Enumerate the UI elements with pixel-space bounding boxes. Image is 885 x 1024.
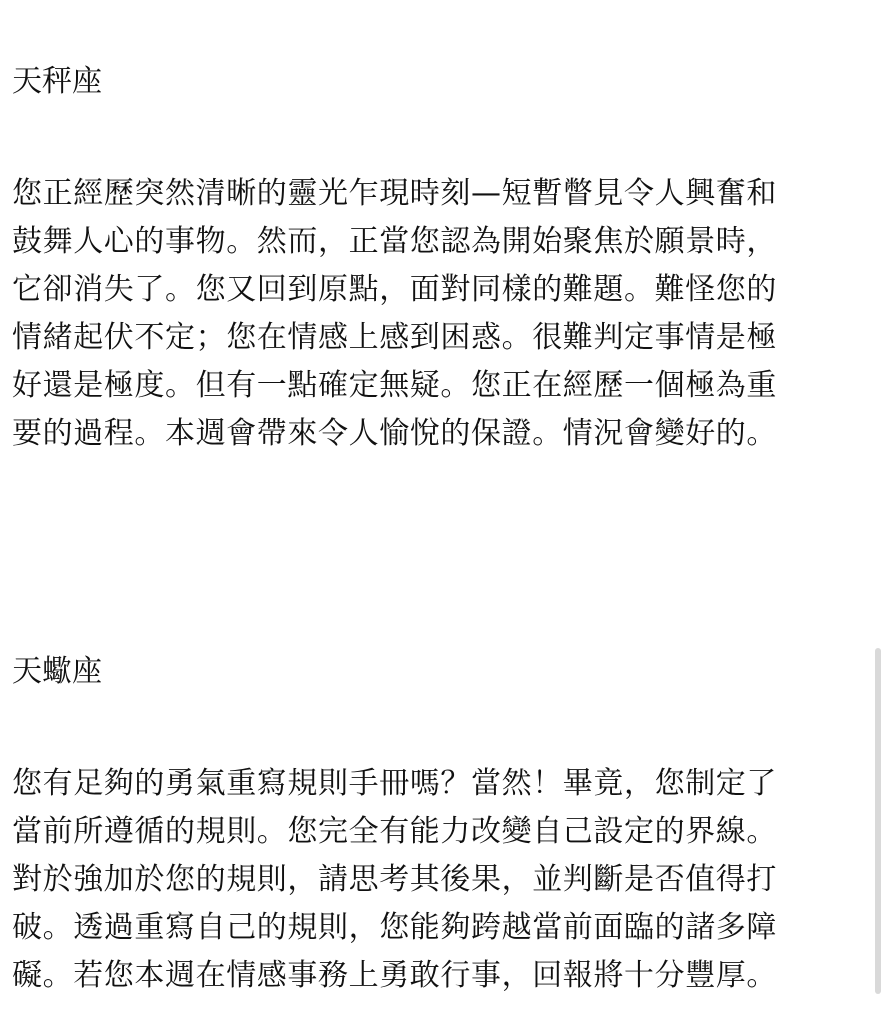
paragraph-line: 您有足夠的勇氣重寫規則手冊嗎？當然！畢竟，您制定了	[12, 766, 777, 801]
section-body-scorpio	[12, 760, 884, 1000]
paragraph-line: 它卻消失了。您又回到原點，面對同樣的難題。難怪您的	[12, 272, 777, 307]
section-title-libra: 天秤座	[12, 64, 102, 99]
paragraph-line: 要的過程。本週會帶來令人愉悅的保證。情況會變好的。	[12, 416, 777, 451]
paragraph-line: 您正經歷突然清晰的靈光乍現時刻—短暫瞥見令人興奮和	[12, 176, 777, 211]
paragraph-line: 對於強加於您的規則，請思考其後果，並判斷是否值得打	[12, 862, 777, 897]
paragraph-line: 破。透過重寫自己的規則，您能夠跨越當前面臨的諸多障	[12, 910, 777, 945]
section-title-scorpio: 天蠍座	[12, 654, 102, 689]
paragraph-line: 當前所遵循的規則。您完全有能力改變自己設定的界線。	[12, 814, 777, 849]
vertical-scrollbar[interactable]	[875, 648, 881, 994]
paragraph-line: 好還是極度。但有一點確定無疑。您正在經歷一個極為重	[12, 368, 777, 403]
paragraph-line: 礙。若您本週在情感事務上勇敢行事，回報將十分豐厚。	[12, 958, 777, 993]
paragraph-line: 情緒起伏不定；您在情感上感到困惑。很難判定事情是極	[12, 320, 777, 355]
paragraph-line: 鼓舞人心的事物。然而，正當您認為開始聚焦於願景時，	[12, 224, 777, 259]
section-body-libra	[12, 170, 884, 458]
